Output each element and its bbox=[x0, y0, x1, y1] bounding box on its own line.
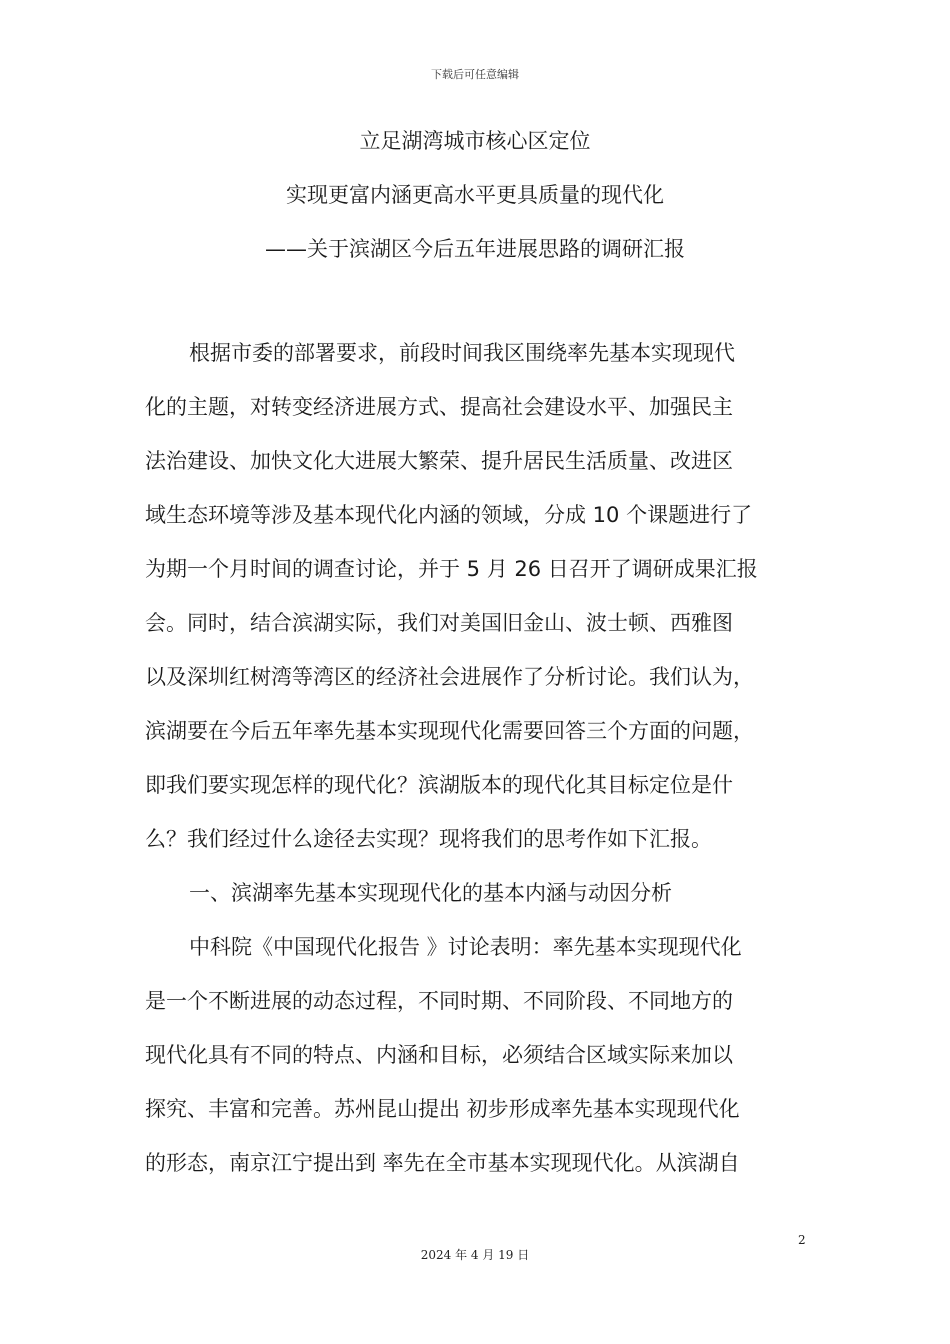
paragraph-1-line: 即我们要实现怎样的现代化？滨湖版本的现代化其目标定位是什 bbox=[145, 773, 733, 797]
paragraph-2-line: 中科院《中国现代化报告 》讨论表明：率先基本实现现代化 bbox=[189, 935, 742, 959]
footer-date: 2024 年 4 月 19 日 bbox=[420, 1248, 530, 1262]
paragraph-1-line: 会。同时，结合滨湖实际，我们对美国旧金山、波士顿、西雅图 bbox=[145, 611, 733, 635]
title-line-1: 立足湖湾城市核心区定位 bbox=[359, 129, 591, 153]
body-text bbox=[145, 326, 821, 1190]
page-number: 2 bbox=[798, 1233, 806, 1247]
section-heading: 一、滨湖率先基本实现现代化的基本内涵与动因分析 bbox=[189, 881, 672, 905]
paragraph-1-line: 滨湖要在今后五年率先基本实现现代化需要回答三个方面的问题， bbox=[145, 719, 754, 743]
paragraph-1-line: 么？我们经过什么途径去实现？现将我们的思考作如下汇报。 bbox=[145, 827, 712, 851]
paragraph-1-line: 法治建设、加快文化大进展大繁荣、提升居民生活质量、改进区 bbox=[145, 449, 733, 473]
paragraph-2-line: 现代化具有不同的特点、内涵和目标，必须结合区域实际来加以 bbox=[145, 1043, 733, 1067]
title-line-3: ——关于滨湖区今后五年进展思路的调研汇报 bbox=[265, 237, 685, 261]
document-title bbox=[0, 124, 950, 286]
paragraph-1-line: 化的主题，对转变经济进展方式、提高社会建设水平、加强民主 bbox=[145, 395, 733, 419]
paragraph-2-line: 是一个不断进展的动态过程，不同时期、不同阶段、不同地方的 bbox=[145, 989, 733, 1013]
paragraph-1-line: 域生态环境等涉及基本现代化内涵的领域，分成 10 个课题进行了 bbox=[145, 503, 753, 527]
paragraph-1-line: 为期一个月时间的调查讨论，并于 5 月 26 日召开了调研成果汇报 bbox=[145, 557, 758, 581]
paragraph-1-line: 以及深圳红树湾等湾区的经济社会进展作了分析讨论。我们认为， bbox=[145, 665, 754, 689]
title-line-2: 实现更富内涵更高水平更具质量的现代化 bbox=[286, 183, 664, 207]
paragraph-2-line: 探究、丰富和完善。苏州昆山提出 初步形成率先基本实现现代化 bbox=[145, 1097, 740, 1121]
paragraph-2-line: 的形态，南京江宁提出到 率先在全市基本实现现代化。从滨湖自 bbox=[145, 1151, 740, 1175]
paragraph-1-line: 根据市委的部署要求，前段时间我区围绕率先基本实现现代 bbox=[189, 341, 735, 365]
header-note: 下载后可任意编辑 bbox=[431, 68, 519, 81]
